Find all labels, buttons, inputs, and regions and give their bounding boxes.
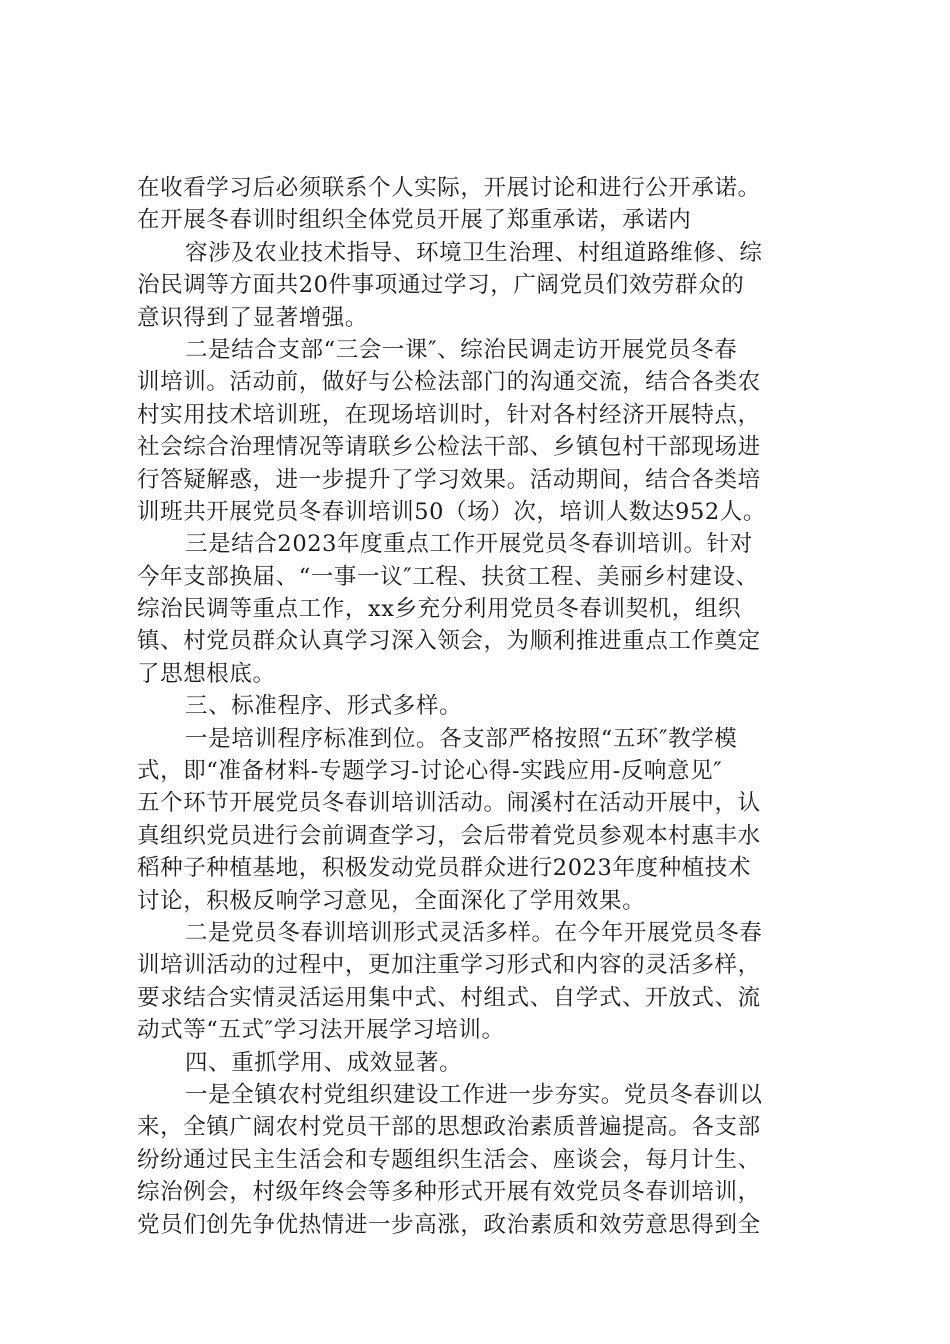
text-line: 训培训。活动前，做好与公检法部门的沟通交流，结合各类农 bbox=[137, 369, 761, 396]
text-line: 三是结合2023年度重点工作开展党员冬春训培训。针对 bbox=[185, 531, 753, 558]
text-line: 容涉及农业技术指导、环境卫生治理、村组道路维修、综 bbox=[185, 239, 763, 266]
text-line: 社会综合治理情况等请联乡公检法干部、乡镇包村干部现场进 bbox=[137, 434, 761, 461]
text-line: 一是全镇农村党组织建设工作进一步夯实。党员冬春训以 bbox=[185, 1081, 763, 1108]
text-line: 训班共开展党员冬春训培训50（场）次，培训人数达952人。 bbox=[137, 498, 766, 525]
text-line: 行答疑解惑，进一步提升了学习效果。活动期间，结合各类培 bbox=[137, 466, 761, 493]
document-body bbox=[137, 172, 837, 1241]
text-line: 纷纷通过民主生活会和专题组织生活会、座谈会，每月计生、 bbox=[137, 1146, 761, 1173]
text-line: 五个环节开展党员冬春训培训活动。闹溪村在活动开展中，认 bbox=[137, 790, 761, 817]
text-line: 训培训活动的过程中，更加注重学习形式和内容的灵活多样， bbox=[137, 952, 761, 979]
text-line: 村实用技术培训班，在现场培训时，针对各村经济开展特点， bbox=[137, 401, 761, 428]
text-line: 二是结合支部“三会一课″、综治民调走访开展党员冬春 bbox=[185, 336, 738, 363]
text-line: 镇、村党员群众认真学习深入领会，为顺利推进重点工作奠定 bbox=[137, 628, 761, 655]
text-line: 讨论，积极反响学习意见，全面深化了学用效果。 bbox=[137, 887, 646, 914]
text-line: 了思想根底。 bbox=[137, 660, 276, 687]
text-line: 综治民调等重点工作，xx乡充分利用党员冬春训契机，组织 bbox=[137, 596, 742, 623]
text-line: 真组织党员进行会前调查学习，会后带着党员参观本村惠丰水 bbox=[137, 822, 761, 849]
text-line: 党员们创先争优热情进一步高涨，政治素质和效劳意思得到全 bbox=[137, 1211, 761, 1238]
text-line: 二是党员冬春训培训形式灵活多样。在今年开展党员冬春 bbox=[185, 919, 763, 946]
text-line: 综治例会，村级年终会等多种形式开展有效党员冬春训培训， bbox=[137, 1179, 761, 1206]
text-line: 四、重抓学用、成效显著。 bbox=[185, 1049, 463, 1076]
text-line: 意识得到了显著增强。 bbox=[137, 304, 369, 331]
text-line: 动式等“五式″学习法开展学习培训。 bbox=[137, 1017, 505, 1044]
text-line: 在开展冬春训时组织全体党员开展了郑重承诺，承诺内 bbox=[137, 207, 692, 234]
text-line: 三、标准程序、形式多样。 bbox=[185, 693, 463, 720]
text-line: 稻种子种植基地，积极发动党员群众进行2023年度种植技术 bbox=[137, 855, 752, 882]
text-line: 来，全镇广阔农村党员干部的思想政治素质普遍提高。各支部 bbox=[137, 1114, 761, 1141]
text-line: 要求结合实情灵活运用集中式、村组式、自学式、开放式、流 bbox=[137, 984, 761, 1011]
text-line: 在收看学习后必须联系个人实际，开展讨论和进行公开承诺。 bbox=[137, 175, 761, 201]
text-line: 式，即“准备材料-专题学习-讨论心得-实践应用-反响意见″ bbox=[137, 758, 723, 785]
text-line: 一是培训程序标准到位。各支部严格按照“五环″教学模 bbox=[185, 725, 738, 752]
text-line: 治民调等方面共20件事项通过学习，广阔党员们效劳群众的 bbox=[137, 272, 745, 299]
text-line: 今年支部换届、“一事一议″工程、扶贫工程、美丽乡村建设、 bbox=[137, 563, 759, 590]
